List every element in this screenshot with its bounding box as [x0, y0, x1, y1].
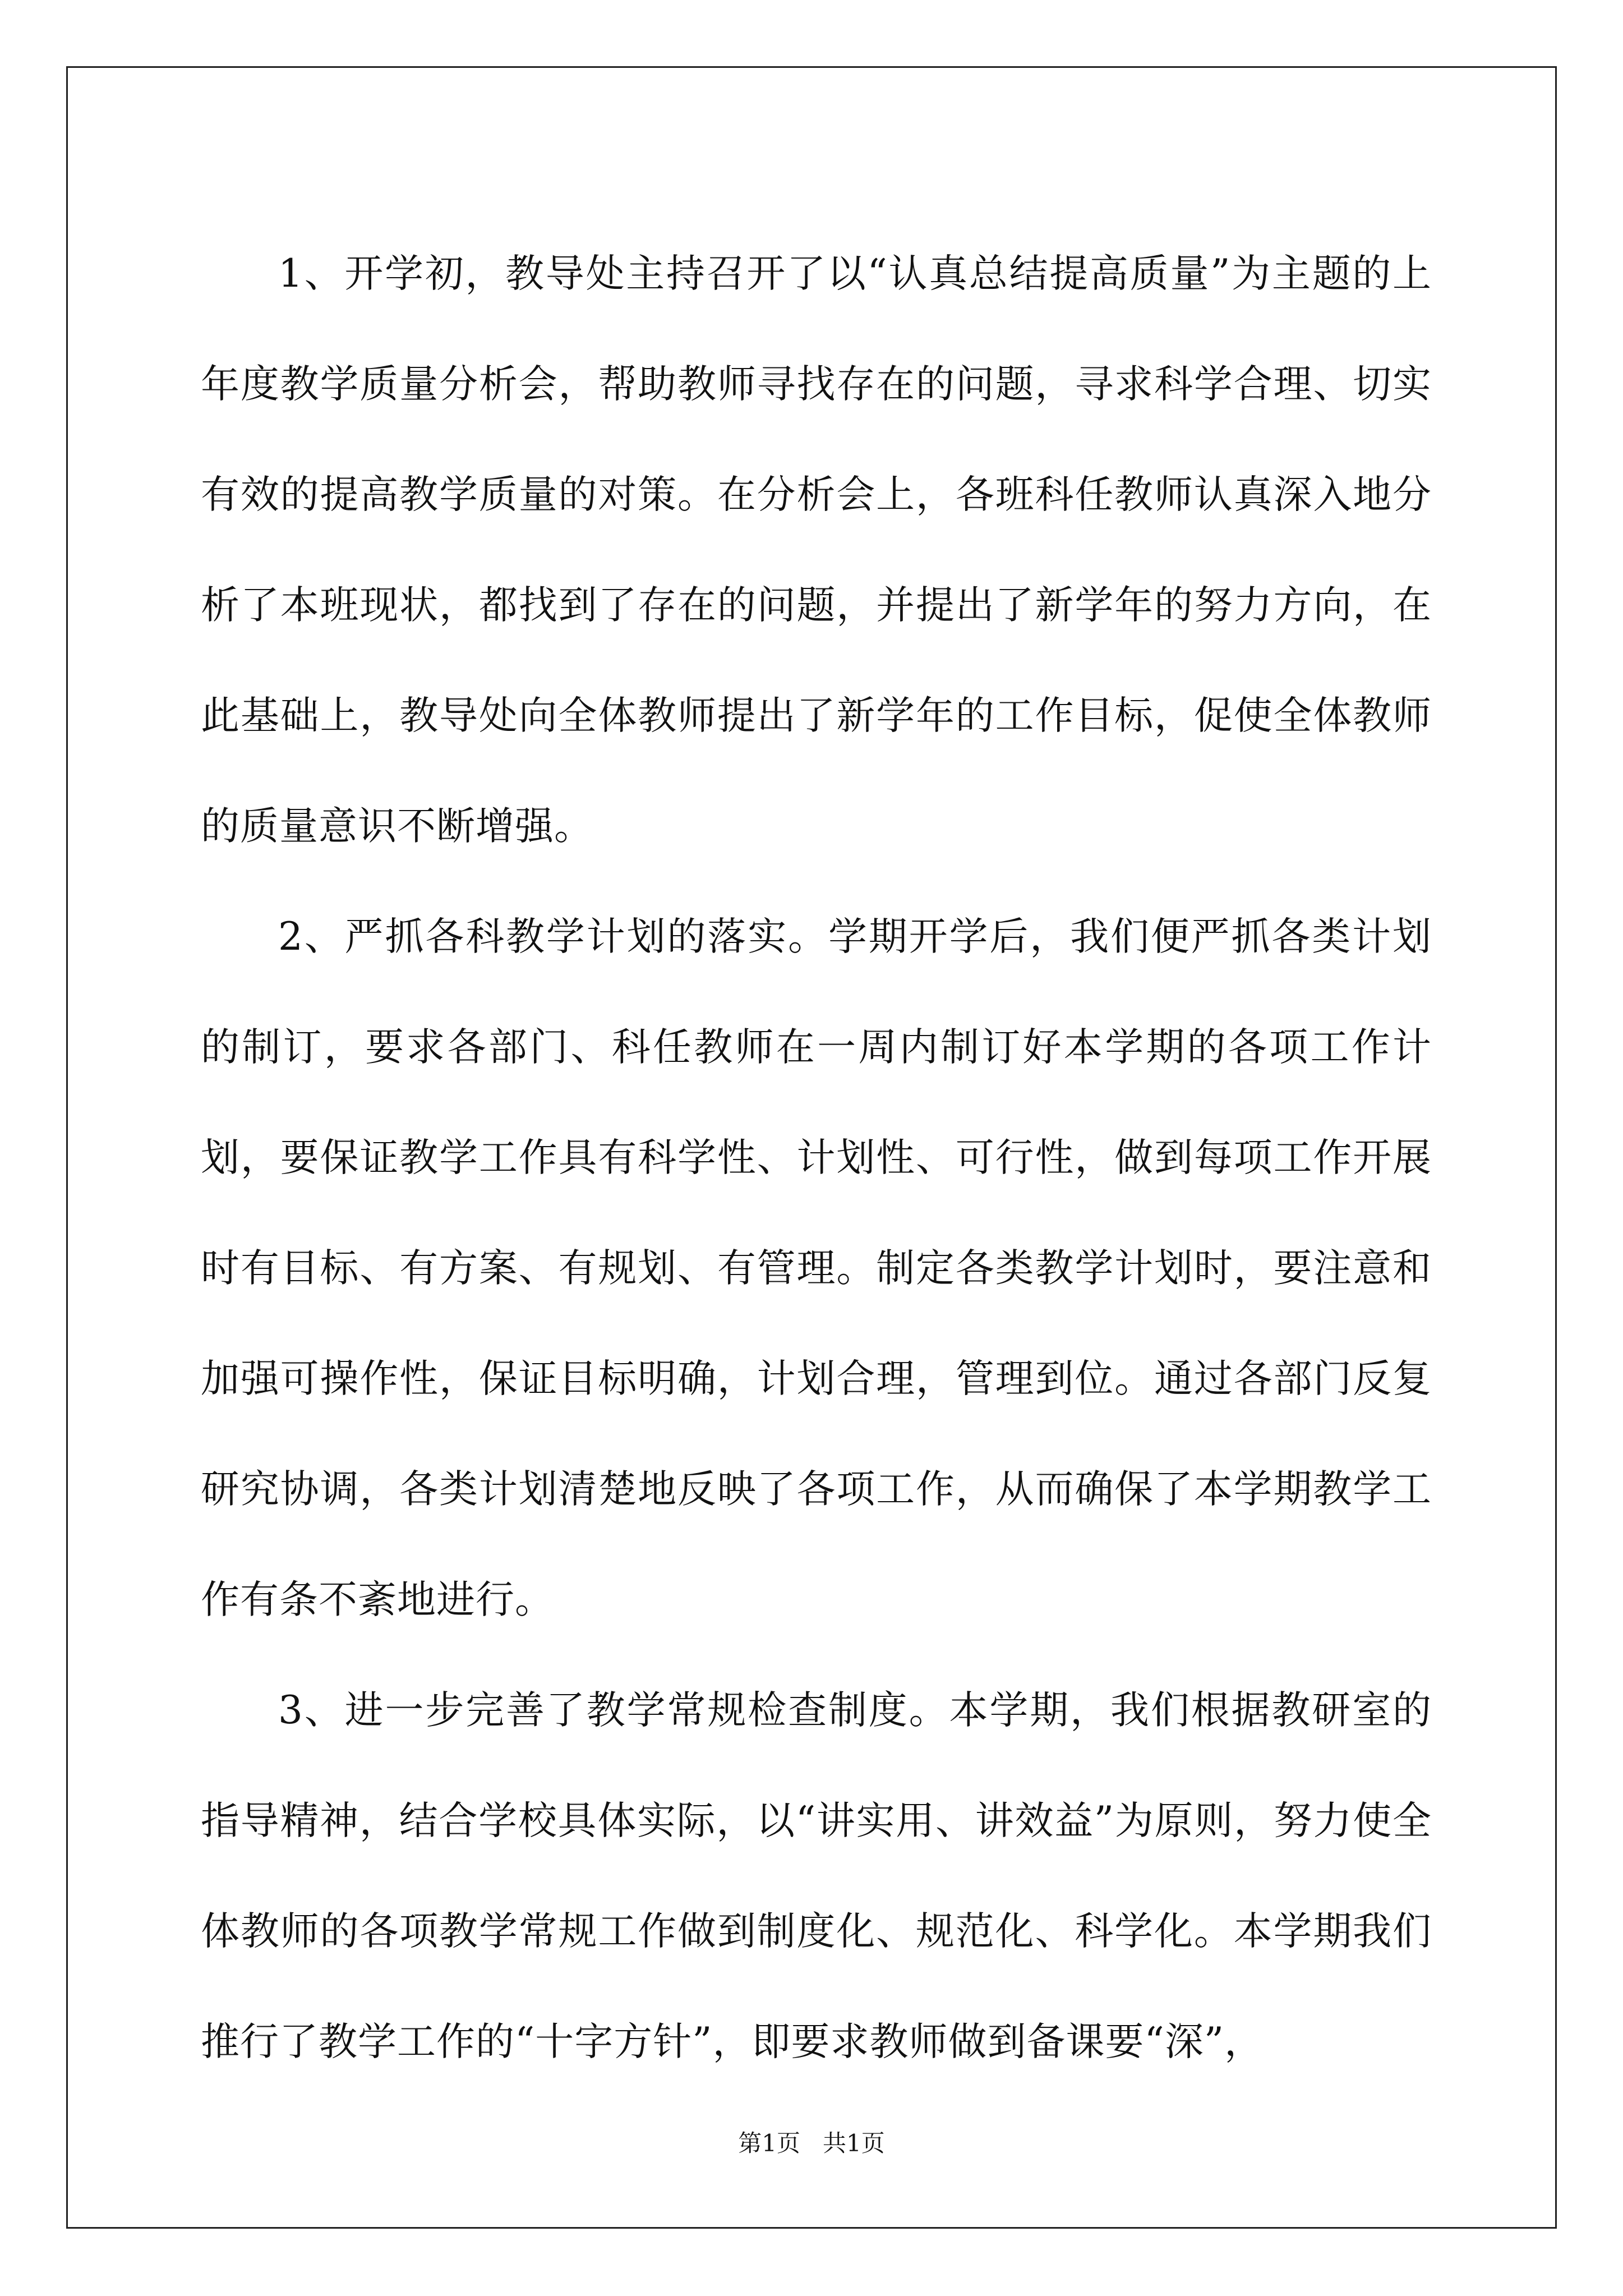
paragraph-2: 2、严抓各科教学计划的落实。学期开学后，我们便严抓各类计划的制订，要求各部门、科任教师在一周内制订好本学期的各项工作计划，要保证教学工作具有科学性、计划性、可行性，做到每项工作开展时有目标、有方案、有规划、有管理。制定各类教学计划时，要注意和加强可操作性，保证目标明确，计划合理，管理到位。通过各部门反复研究协调，各类计划清楚地反映了各项工作，从而确保了本学期教学工作有条不紊地进行。	[201, 914, 1432, 1622]
page-total: 共1页	[823, 2129, 885, 2157]
paragraph-3: 3、进一步完善了教学常规检查制度。本学期，我们根据教研室的指导精神，结合学校具体实际，以“讲实用、讲效益”为原则，努力使全体教师的各项教学常规工作做到制度化、规范化、科学化。本学期我们推行了教学工作的“十字方针”，即要求教师做到备课要“深”，	[201, 1688, 1432, 2064]
paragraph-1: 1、开学初，教导处主持召开了以“认真总结提高质量”为主题的上年度教学质量分析会，帮助教师寻找存在的问题，寻求科学合理、切实有效的提高教学质量的对策。在分析会上，各班科任教师认真深入地分析了本班现状，都找到了存在的问题，并提出了新学年的努力方向，在此基础上，教导处向全体教师提出了新学年的工作目标，促使全体教师的质量意识不断增强。	[201, 251, 1432, 849]
page-footer	[0, 2125, 1623, 2159]
page-number: 第1页	[738, 2129, 800, 2157]
document-body	[201, 219, 1432, 2064]
